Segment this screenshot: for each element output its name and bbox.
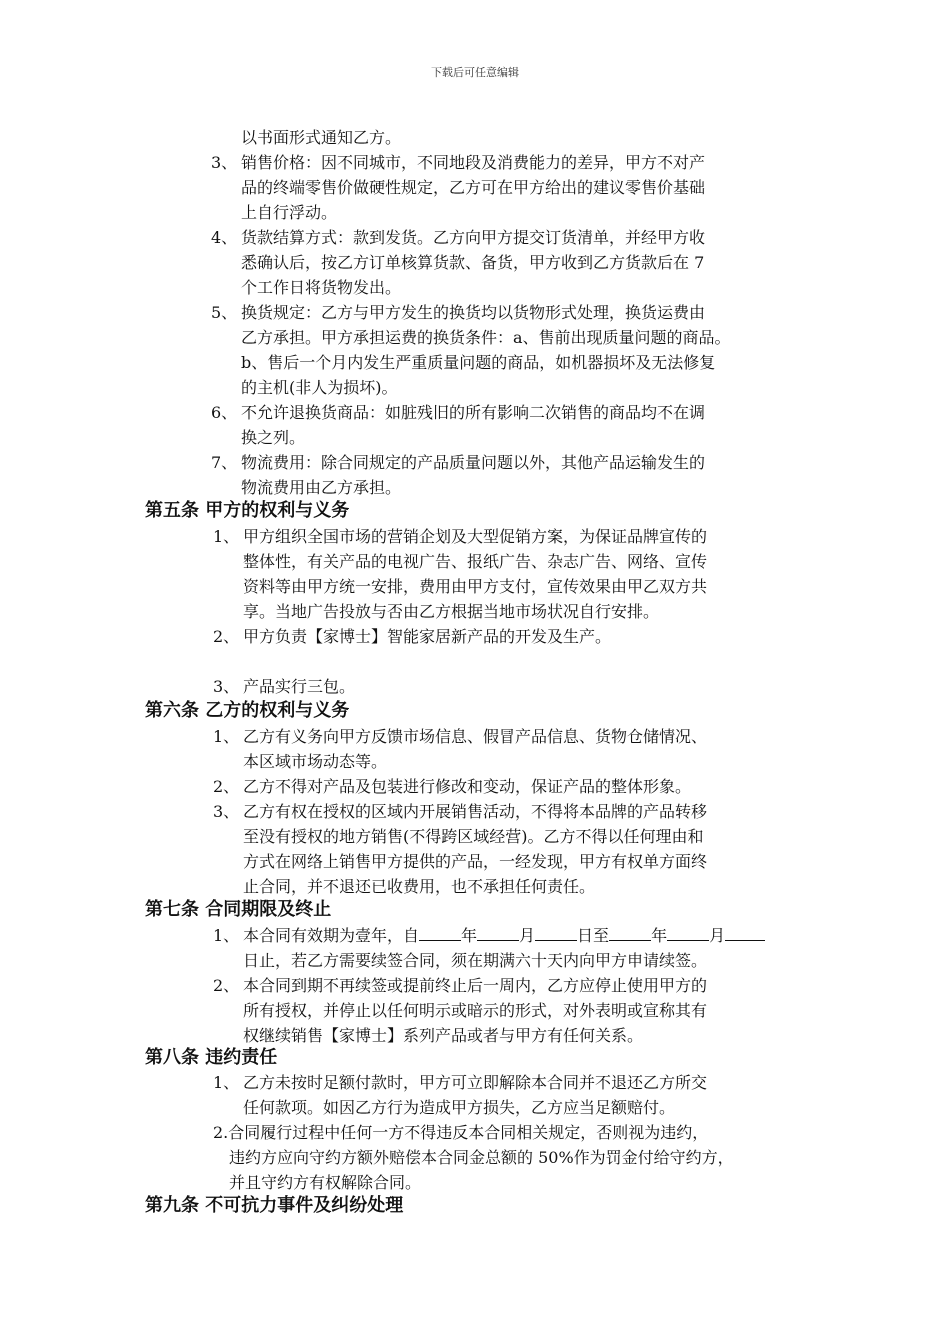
list-number: 2、 [213,976,240,995]
text-line: 资料等由甲方统一安排，费用由甲方支付，宣传效果由甲乙双方共 [243,577,708,596]
blank-field [419,924,461,941]
text-fragment: 年 [461,926,478,945]
text-line: 任何款项。如因乙方行为造成甲方损失，乙方应当足额赔付。 [243,1098,676,1117]
text-line: 甲方组织全国市场的营销企划及大型促销方案，为保证品牌宣传的 [243,527,708,546]
text-line: 至没有授权的地方销售(不得跨区域经营)。乙方不得以任何理由和 [243,827,704,846]
list-number: 2、 [213,627,240,646]
section-heading: 第五条 甲方的权利与义务 [145,500,350,521]
list-number: 1、 [213,926,240,945]
text-line: 产品实行三包。 [243,677,356,696]
blank-field [609,924,651,941]
text-line: 乙方未按时足额付款时，甲方可立即解除本合同并不退还乙方所交 [243,1073,708,1092]
text-line: 乙方不得对产品及包装进行修改和变动，保证产品的整体形象。 [243,777,692,796]
text-line: 的主机(非人为损坏)。 [241,378,398,397]
list-number: 3、 [213,677,240,696]
text-line: 换货规定：乙方与甲方发生的换货均以货物形式处理，换货运费由 [241,303,706,322]
blank-field [535,924,577,941]
list-number: 2、 [213,777,240,796]
text-line: 甲方负责【家博士】智能家居新产品的开发及生产。 [243,627,612,646]
text-line: 本合同到期不再续签或提前终止后一周内，乙方应停止使用甲方的 [243,976,708,995]
text-line: 乙方有义务向甲方反馈市场信息、假冒产品信息、货物仓储情况、 [243,727,708,746]
section-heading: 第六条 乙方的权利与义务 [145,700,350,721]
text-line [243,924,765,948]
text-line: 乙方有权在授权的区域内开展销售活动，不得将本品牌的产品转移 [243,802,708,821]
text-line: 违约方应向守约方额外赔偿本合同金总额的 50%作为罚金付给守约方， [229,1148,734,1167]
text-fragment: 本合同有效期为壹年，自 [243,926,420,945]
text-fragment: 月 [709,926,726,945]
text-line: 方式在网络上销售甲方提供的产品，一经发现，甲方有权单方面终 [243,852,708,871]
text-fragment: 年 [651,926,668,945]
text-line: 享。当地广告投放与否由乙方根据当地市场状况自行安排。 [243,602,660,621]
text-line: 所有授权，并停止以任何明示或暗示的形式，对外表明或宣称其有 [243,1001,708,1020]
list-number: 4、 [211,228,238,247]
text-line: b、售后一个月内发生严重质量问题的商品，如机器损坏及无法修复 [241,353,716,372]
list-number: 7、 [211,453,238,472]
text-line: 品的终端零售价做硬性规定，乙方可在甲方给出的建议零售价基础 [241,178,706,197]
text-fragment: 日至 [577,926,610,945]
text-line: 物流费用：除合同规定的产品质量问题以外，其他产品运输发生的 [241,453,706,472]
blank-field [725,924,765,941]
list-number: 6、 [211,403,238,422]
text-line: 个工作日将货物发出。 [241,278,402,297]
text-line: 日止，若乙方需要续签合同，须在期满六十天内向甲方申请续签。 [243,951,708,970]
text-line: 销售价格：因不同城市，不同地段及消费能力的差异，甲方不对产 [241,153,706,172]
list-number: 1、 [213,1073,240,1092]
text-line: 不允许退换货商品：如脏残旧的所有影响二次销售的商品均不在调 [241,403,706,422]
text-line: 换之列。 [241,428,306,447]
section-heading: 第七条 合同期限及终止 [145,899,332,920]
text-line: 货款结算方式：款到发货。乙方向甲方提交订货清单，并经甲方收 [241,228,706,247]
list-number: 1、 [213,727,240,746]
list-number: 1、 [213,527,240,546]
text-fragment: 月 [519,926,536,945]
section-heading: 第八条 违约责任 [145,1047,278,1068]
text-line: 悉确认后，按乙方订单核算货款、备货，甲方收到乙方货款后在 7 [241,253,705,272]
text-line: 上自行浮动。 [241,203,338,222]
text-line: 物流费用由乙方承担。 [241,478,402,497]
blank-field [477,924,519,941]
text-line: 并且守约方有权解除合同。 [229,1173,422,1192]
list-number: 3、 [213,802,240,821]
text-line: 止合同，并不退还已收费用，也不承担任何责任。 [243,877,596,896]
page-header: 下载后可任意编辑 [431,66,519,79]
list-number: 3、 [211,153,238,172]
text-line: 2.合同履行过程中任何一方不得违反本合同相关规定，否则视为违约， [213,1123,709,1142]
text-line: 权继续销售【家博士】系列产品或者与甲方有任何关系。 [243,1026,644,1045]
text-line: 乙方承担。甲方承担运费的换货条件：a、售前出现质量问题的商品。 [241,328,731,347]
text-line: 整体性，有关产品的电视广告、报纸广告、杂志广告、网络、宣传 [243,552,708,571]
blank-field [667,924,709,941]
list-number: 5、 [211,303,238,322]
text-line: 本区域市场动态等。 [243,752,388,771]
text-line: 以书面形式通知乙方。 [241,128,402,147]
section-heading: 第九条 不可抗力事件及纠纷处理 [145,1195,404,1216]
